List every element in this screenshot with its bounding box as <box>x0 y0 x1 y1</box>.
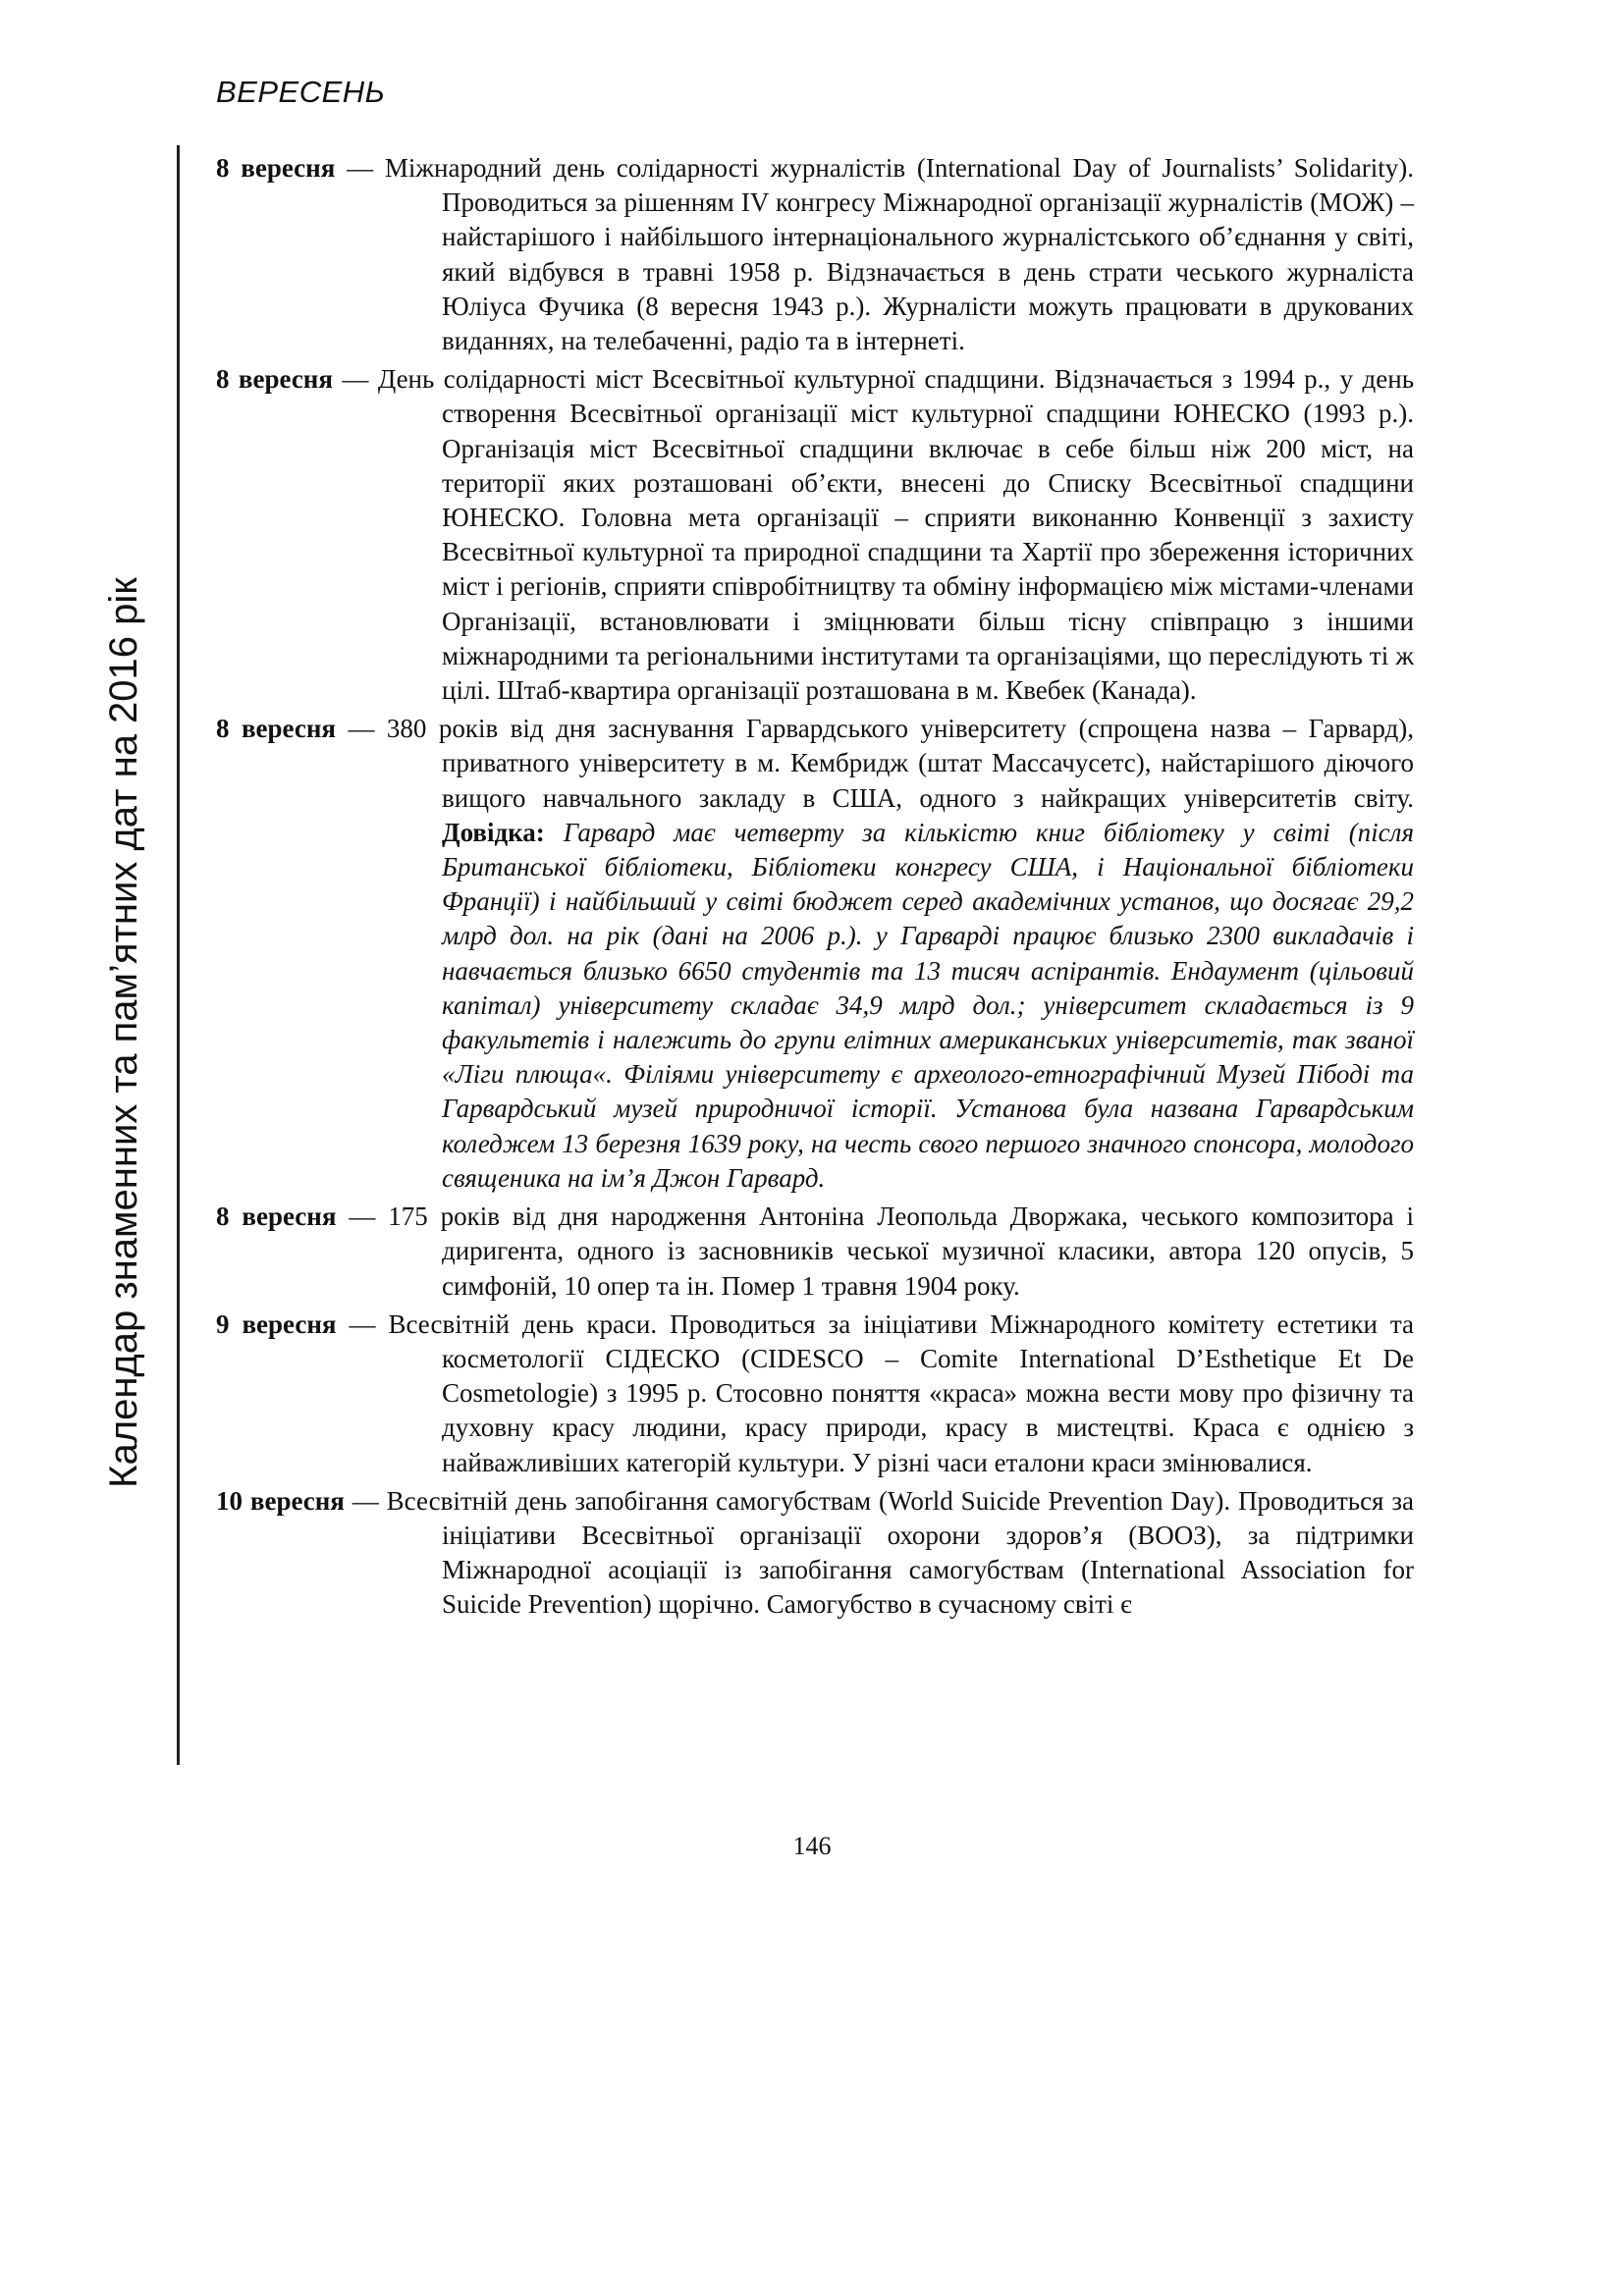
page-number: 146 <box>792 1832 832 1860</box>
entry-text: 175 років від дня народження Антоніна Леопольда Дворжака, чеського композитора і диригента, одного із засновників чеської музичної класики, автора 120 опусів, 5 симфоній, 10 опер та ін. Помер 1 травня 1904 року. <box>388 1201 1415 1301</box>
entry-text: Міжнародний день солідарності журналістів (International Day of Journalists’ Solidarity). Проводиться за рішенням IV конгресу Міжнародної організації журналістів (МОЖ) – найстарішого і найбільшого інтернаціонального журналістського об’єднання у світі, який відбувся в травні 1958 р. Відзначається в день страти чеського журналіста Юліуса Фучика (8 вересня 1943 р.). Журналісти можуть працювати в друкованих виданнях, на телебаченні, радіо та в інтернеті. <box>384 153 1415 356</box>
entry-beauty-day <box>216 1308 1414 1480</box>
entry-dash: — <box>335 153 385 183</box>
entry-text: Всесвітній день запобігання самогубствам (World Suicide Prevention Day). Проводиться за ініціативи Всесвітньої організації охорони здоров’я (ВООЗ), за підтримки Міжнародної асоціації із запобігання самогубствам (International Association for Suicide Prevention) щорічно. Самогубство в сучасному світі є <box>386 1485 1415 1620</box>
entry-journalists-solidarity <box>216 151 1414 358</box>
entries-list <box>216 151 1414 1627</box>
entry-date: 8 вересня <box>216 714 336 744</box>
entry-dash: — <box>344 1485 387 1516</box>
reference-label: Довідка: <box>442 817 545 847</box>
reference-note: Гарвард має четверту за кількістю книг бібліотеку у світі (після Британської бібліотеки, Бібліотеки конгресу США, і Національної бібліотеки Франції) і найбільший у світі бюджет серед академічних установ, що досягає 29,2 млрд дол. на рік (дані на 2006 р.). у Гарварді працює близько 2300 викладачів і навчається близько 6650 студентів та 13 тисяч аспірантів. Ендаумент (цільовий капітал) університету складає 34,9 млрд дол.; університет складається із 9 факультетів і належить до групи елітних американських університетів, так званої «Ліги плюща«. Філіями університету є археолого-етнографічний Музей Пібоді та Гарвардський музей природничої історії. Установа була названа Гарвардським коледжем 13 березня 1639 року, на честь свого першого значного спонсора, молодого священика на ім’я Джон Гарвард. <box>442 817 1414 1193</box>
entry-dash: — <box>336 1201 389 1232</box>
entry-dash: — <box>336 714 387 744</box>
entry-date: 8 вересня <box>216 153 336 183</box>
entry-dash: — <box>336 1308 389 1339</box>
side-title: Календар знаменних та пам’ятних дат на 2016 рік <box>102 577 145 1488</box>
side-rule <box>177 145 180 1765</box>
entry-text: 380 років від дня заснування Гарвардського університету (спрощена назва – Гарвард), приватного університету в м. Кембридж (штат Массачусетс), найстарішого діючого вищого навчального закладу в США, одного з найкращих університетів світу. <box>386 714 1414 813</box>
entry-date: 8 вересня <box>216 1201 337 1232</box>
entry-text: Всесвітній день краси. Проводиться за ініціативи Міжнародного комітету естетики та косметології СІДЕСКО (CIDESCO – Comite International D’Esthetique Et De Cosmetologie) з 1995 р. Стосовно поняття «краса» можна вести мову про фізичну та духовну красу людини, красу природи, красу в мистецтві. Краса є однією з найважливіших категорій культури. У різні часи еталони краси змінювалися. <box>388 1308 1415 1477</box>
section-title: ВЕРЕСЕНЬ <box>216 75 386 109</box>
entry-dash: — <box>332 364 378 395</box>
entry-text: День солідарності міст Всесвітньої культурної спадщини. Відзначається з 1994 р., у день створення Всесвітньої організації міст культурної спадщини ЮНЕСКО (1993 р.). Організація міст Всесвітньої спадщини включає в себе більш ніж 200 міст, на території яких розташовані об’єкти, внесені до Списку Всесвітньої спадщини ЮНЕСКО. Головна мета організації – сприяти виконанню Конвенції з захисту Всесвітньої культурної та природної спадщини та Хартії про збереження історичних міст і регіонів, сприяти співробітництву та обміну інформацією між містами-членами Організації, встановлювати і зміцнювати більш тісну співпрацю з іншими міжнародними та регіональними інститутами та організаціями, що переслідують ті ж цілі. Штаб-квартира організації розташована в м. Квебек (Канада). <box>377 364 1415 706</box>
entry-date: 10 вересня <box>216 1485 345 1516</box>
entry-harvard <box>216 712 1414 1196</box>
entry-suicide-prevention <box>216 1484 1414 1623</box>
entry-date: 8 вересня <box>216 364 333 395</box>
entry-world-heritage-cities <box>216 362 1414 708</box>
entry-date: 9 вересня <box>216 1308 337 1339</box>
entry-dvorak <box>216 1200 1414 1304</box>
